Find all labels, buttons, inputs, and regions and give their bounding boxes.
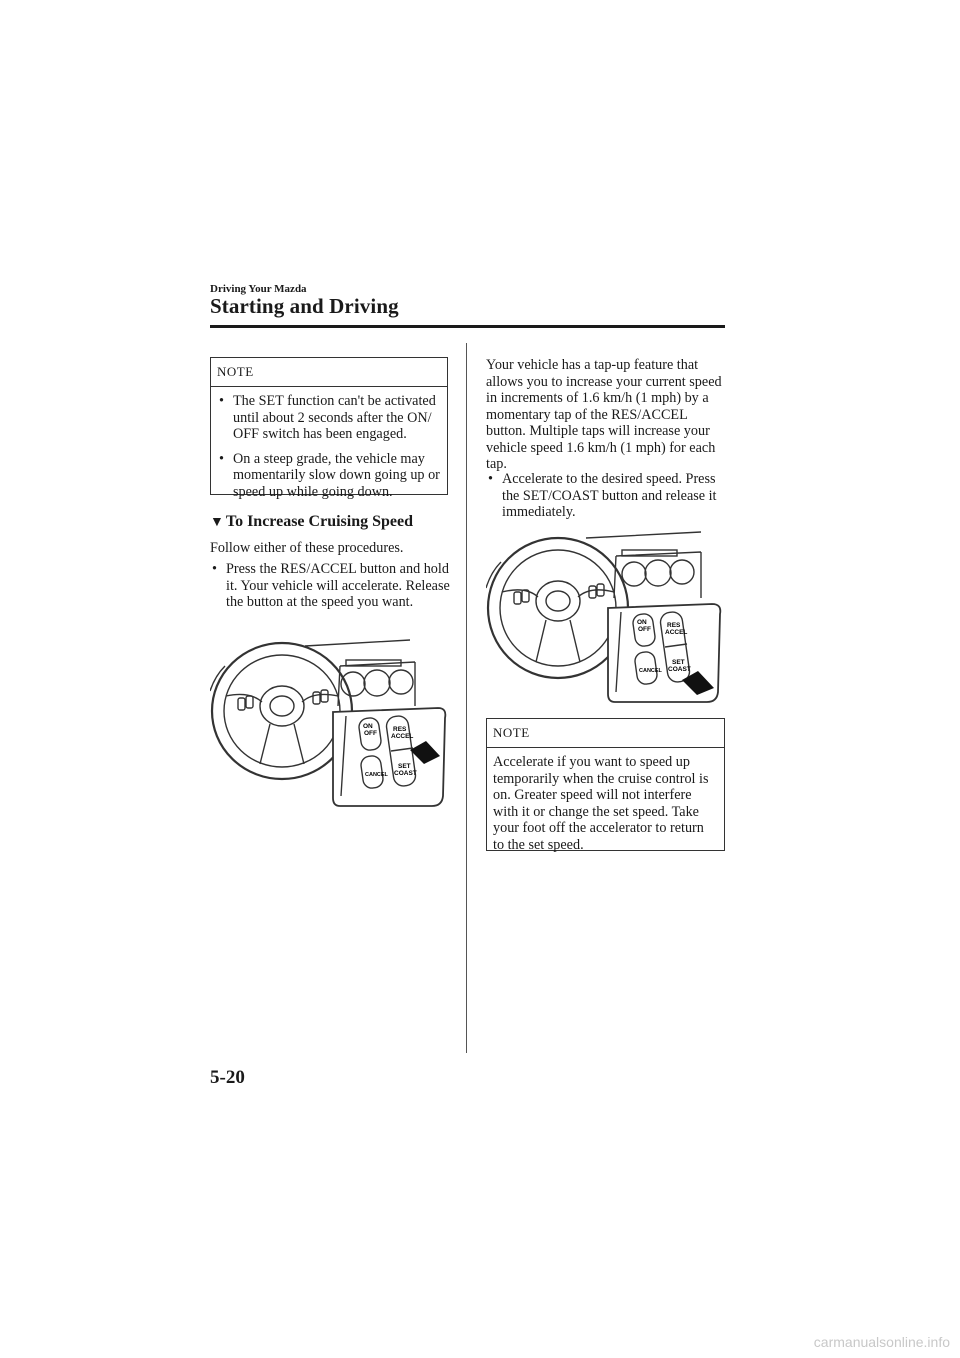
figure-label-off: OFF [364, 730, 377, 737]
figure-label-accel: ACCEL [665, 629, 688, 636]
figure-label-accel: ACCEL [391, 733, 414, 740]
note-list [217, 393, 441, 500]
steering-wheel-illustration-left [210, 636, 450, 811]
figure-label-on: ON [363, 723, 373, 730]
bullet-icon: • [219, 393, 224, 409]
note-item-text: The SET function can't be activated until about 2 seconds after the ON/ OFF switch has been engaged. [233, 393, 436, 442]
steering-wheel-illustration-right [486, 528, 726, 706]
figure-label-cancel: CANCEL [639, 668, 662, 674]
section-label: Driving Your Mazda [210, 283, 307, 295]
note-item-text: On a steep grade, the vehicle may momentarily slow down going up or speed up while going down. [233, 450, 440, 500]
figure-label-cancel: CANCEL [365, 772, 388, 778]
note-heading: NOTE [211, 358, 447, 387]
procedure-bullet [210, 561, 455, 611]
note-box-right [486, 718, 725, 851]
subheading-text: To Increase Cruising Speed [225, 513, 413, 530]
figure-label-res: RES [667, 622, 681, 629]
figure-label-off: OFF [638, 626, 651, 633]
intro-text: Follow either of these procedures. [210, 540, 404, 556]
tap-up-paragraph: Your vehicle has a tap-up feature that allows you to increase your current speed in increments of 1.6 km/h (1 mph) by a momentary tap of the RES/ACCEL button. Multiple taps will increase your vehicle speed 1.6 km/h (1 mph) for each tap. [486, 357, 722, 472]
bullet-icon: • [488, 471, 493, 487]
column-divider [466, 343, 467, 1053]
triangle-marker-icon: ▼ [210, 515, 224, 530]
figure-label-set: SET [398, 763, 411, 770]
list-item [486, 471, 724, 521]
bullet-icon: • [212, 561, 217, 577]
header-rule [210, 325, 725, 328]
watermark: carmanualsonline.info [813, 1334, 950, 1350]
tap-up-text: Accelerate to the desired speed. Press the SET/COAST button and release it immediately. [502, 471, 717, 520]
note-body [211, 387, 447, 506]
procedure-text: Press the RES/ACCEL button and hold it. Your vehicle will accelerate. Release the button at the speed you want. [226, 561, 450, 610]
figure-label-set: SET [672, 659, 685, 666]
tap-up-list [486, 471, 724, 521]
figure-label-coast: COAST [394, 770, 417, 777]
list-item [217, 393, 441, 443]
note-box-left [210, 357, 448, 500]
bullet-icon: • [219, 450, 224, 467]
note-heading: NOTE [487, 719, 724, 748]
note-body: Accelerate if you want to speed up temporarily when the cruise control is on. Greater speed will not interfere with it or change the set speed. Take your foot off the accelerator to return to the set speed. [493, 754, 709, 853]
list-item [210, 561, 455, 611]
procedure-list [210, 561, 455, 611]
page-number: 5-20 [210, 1067, 245, 1088]
figure-label-res: RES [393, 726, 407, 733]
subheading [210, 513, 413, 531]
figure-label-coast: COAST [668, 666, 691, 673]
chapter-title: Starting and Driving [210, 294, 399, 318]
tap-up-bullet [486, 471, 724, 521]
figure-label-on: ON [637, 619, 647, 626]
list-item [217, 451, 441, 501]
